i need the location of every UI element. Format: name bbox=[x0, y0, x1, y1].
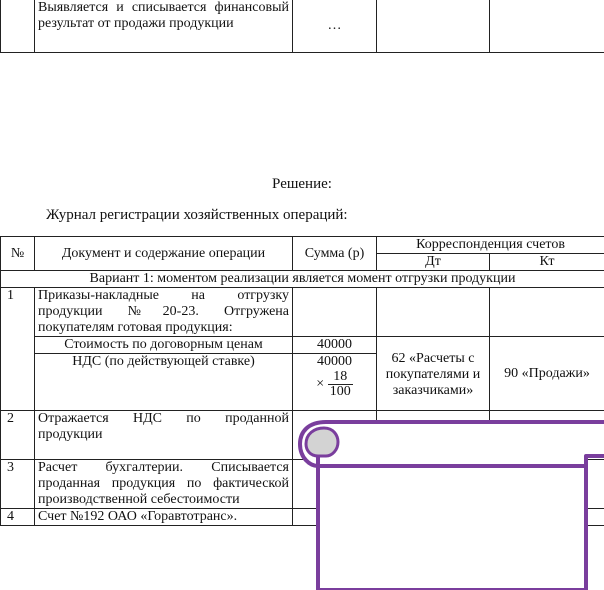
row-number: 3 bbox=[1, 460, 35, 509]
table-row bbox=[1, 337, 604, 354]
col-header-corr: Корреспонденция счетов bbox=[377, 237, 604, 254]
row-number: 2 bbox=[1, 411, 35, 460]
col-header-sum: Сумма (р) bbox=[293, 237, 377, 271]
operation-text: Стоимость по договорным ценам bbox=[35, 337, 293, 354]
sum-cell: 40000 bbox=[293, 337, 377, 354]
solution-heading: Решение: bbox=[0, 176, 604, 193]
previous-table-fragment bbox=[0, 0, 604, 53]
debit-account: 62 «Расчеты с покупателями и заказчиками» bbox=[377, 337, 490, 411]
sum-cell: … bbox=[293, 0, 377, 53]
times-sign: × bbox=[316, 377, 324, 392]
operation-text: Выявляется и списывается финансовый результат от продажи продукции bbox=[35, 0, 293, 53]
sum-top: 40000 bbox=[296, 354, 373, 370]
variant-label: Вариант 1: моментом реализации является момент отгрузки продукции bbox=[1, 271, 604, 288]
header-row bbox=[1, 237, 604, 254]
operation-text: Расчет бухгалтерии. Списывается проданная продукция по фактической производственной себестоимости bbox=[35, 460, 293, 509]
vat-fraction bbox=[328, 370, 353, 399]
col-header-num: № bbox=[1, 237, 35, 271]
operation-text: НДС (по действующей ставке) bbox=[35, 354, 293, 411]
scroll-icon bbox=[296, 420, 604, 590]
col-header-kt: Кт bbox=[490, 254, 604, 271]
col-header-doc: Документ и содержание операции bbox=[35, 237, 293, 271]
journal-heading: Журнал регистрации хозяйственных операций: bbox=[46, 207, 348, 224]
operation-text: Отражается НДС по проданной продукции bbox=[35, 411, 293, 460]
fraction-numerator: 18 bbox=[328, 370, 353, 385]
row-number: 1 bbox=[1, 288, 35, 411]
operation-text: Счет №192 ОАО «Горавтотранс». bbox=[35, 509, 293, 526]
variant-row bbox=[1, 271, 604, 288]
credit-account: 90 «Продажи» bbox=[490, 337, 604, 411]
table-row bbox=[1, 0, 604, 53]
operation-text: Приказы-накладные на отгрузку продукции №20-23. Отгружена покупателям готовая продукция: bbox=[35, 288, 293, 337]
col-header-dt: Дт bbox=[377, 254, 490, 271]
fraction-denominator: 100 bbox=[328, 385, 353, 399]
sum-cell bbox=[293, 354, 377, 411]
table-row bbox=[1, 288, 604, 337]
row-number: 4 bbox=[1, 509, 35, 526]
